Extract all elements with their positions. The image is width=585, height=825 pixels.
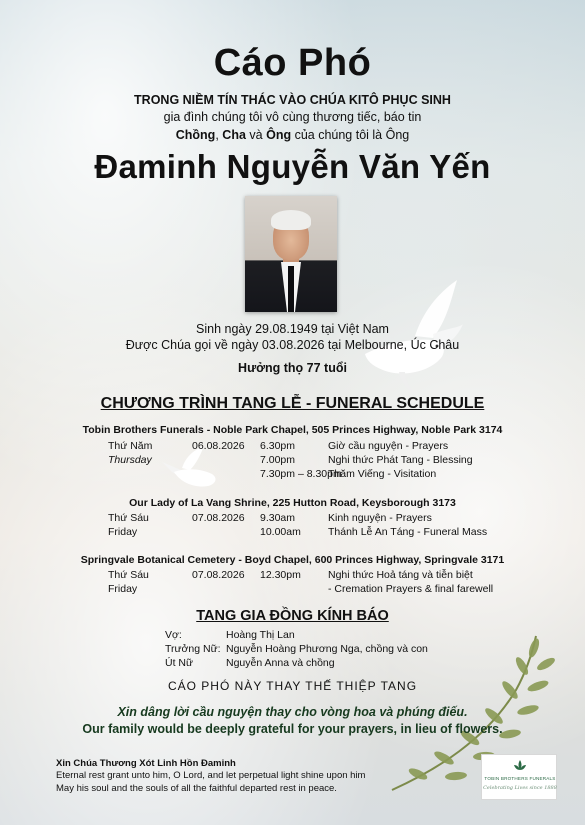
relation-father: Cha — [222, 128, 246, 142]
relation-suffix: của chúng tôi là Ông — [294, 128, 410, 142]
prayer-title: Xin Chúa Thương Xót Linh Hồn Đaminh — [56, 758, 236, 769]
schedule-event: Kinh nguyện - Prayers — [328, 512, 432, 524]
prayer-line-2: May his soul and the souls of all the faithful departed rest in peace. — [56, 783, 337, 794]
schedule-day: Friday — [108, 583, 138, 595]
schedule-time: 10.00am — [260, 526, 301, 538]
family-role: Vợ: — [165, 629, 182, 641]
schedule-day: Friday — [108, 526, 138, 538]
relation-grandfather: Ông — [266, 128, 292, 142]
schedule-event: Nghi thức Phát Tang - Blessing — [328, 454, 473, 466]
schedule-day: Thursday — [108, 454, 152, 466]
schedule-event: Thánh Lễ An Táng - Funeral Mass — [328, 526, 488, 538]
prayer-request-vn: Xin dâng lời cầu nguyện thay cho vòng hoa và phúng điếu. — [117, 705, 468, 719]
schedule-date: 07.08.2026 — [192, 512, 245, 524]
funeral-home-logo — [481, 754, 557, 800]
schedule-time: 12.30pm — [260, 569, 301, 581]
venue-name: Tobin Brothers Funerals - Noble Park Chapel, 505 Princes Highway, Noble Park 3174 — [82, 424, 503, 436]
logo-tagline: Celebrating Lives since 1888 — [483, 785, 557, 791]
lotus-icon — [513, 759, 527, 773]
death-line: Được Chúa gọi về ngày 03.08.2026 tại Melbourne, Úc Châu — [125, 338, 460, 352]
venue-name: Springvale Botanical Cemetery - Boyd Chapel, 600 Princes Highway, Springvale 3171 — [80, 554, 505, 566]
relation-husband: Chồng — [175, 128, 216, 142]
portrait-photo — [245, 196, 337, 312]
intro-line: gia đình chúng tôi vô cùng thương tiếc, báo tin — [163, 110, 422, 124]
page-title: Cáo Phó — [213, 42, 372, 84]
schedule-event: - Cremation Prayers & final farewell — [328, 583, 494, 595]
birth-line: Sinh ngày 29.08.1949 tại Việt Nam — [196, 322, 389, 336]
prayer-request-en: Our family would be deeply grateful for your prayers, in lieu of flowers. — [82, 722, 503, 736]
schedule-event: Thăm Viếng - Visitation — [328, 468, 437, 480]
venue-name: Our Lady of La Vang Shrine, 225 Hutton Road, Keysborough 3173 — [129, 497, 456, 509]
schedule-day: Thứ Sáu — [108, 569, 149, 581]
family-role: Út Nữ — [165, 657, 194, 669]
schedule-date: 06.08.2026 — [192, 440, 245, 452]
large-dove-icon — [355, 276, 465, 396]
family-names: Nguyễn Hoàng Phương Nga, chồng và con — [226, 643, 428, 655]
family-heading: TANG GIA ĐỒNG KÍNH BÁO — [196, 608, 389, 624]
family-role: Trưởng Nữ: — [165, 643, 221, 655]
prayer-line-1: Eternal rest grant unto him, O Lord, and let perpetual light shine upon him — [56, 770, 366, 781]
relation-line — [0, 128, 585, 142]
deceased-name: Đaminh Nguyễn Văn Yến — [94, 148, 491, 185]
schedule-time: 7.30pm – 8.30pm — [260, 468, 342, 480]
schedule-event: Nghi thức Hoả táng và tiễn biệt — [328, 569, 473, 581]
logo-brand: TOBIN BROTHERS FUNERALS — [484, 776, 556, 781]
age-line: Hưởng thọ 77 tuổi — [238, 361, 347, 375]
schedule-day: Thứ Sáu — [108, 512, 149, 524]
faith-line: TRONG NIỀM TÍN THÁC VÀO CHÚA KITÔ PHỤC SINH — [134, 93, 451, 107]
family-names: Hoàng Thị Lan — [226, 629, 295, 641]
relation-and: và — [249, 128, 263, 142]
schedule-time: 7.00pm — [260, 454, 296, 466]
schedule-heading: CHƯƠNG TRÌNH TANG LỄ - FUNERAL SCHEDULE — [100, 395, 485, 412]
schedule-event: Giờ cầu nguyện - Prayers — [328, 440, 449, 452]
schedule-time: 9.30am — [260, 512, 296, 524]
schedule-date: 07.08.2026 — [192, 569, 245, 581]
schedule-day: Thứ Năm — [108, 440, 153, 452]
replaces-card-note: CÁO PHÓ NÀY THAY THẾ THIỆP TANG — [167, 679, 418, 693]
schedule-time: 6.30pm — [260, 440, 296, 452]
relation-comma: , — [215, 128, 219, 142]
family-names: Nguyễn Anna và chồng — [226, 657, 335, 669]
